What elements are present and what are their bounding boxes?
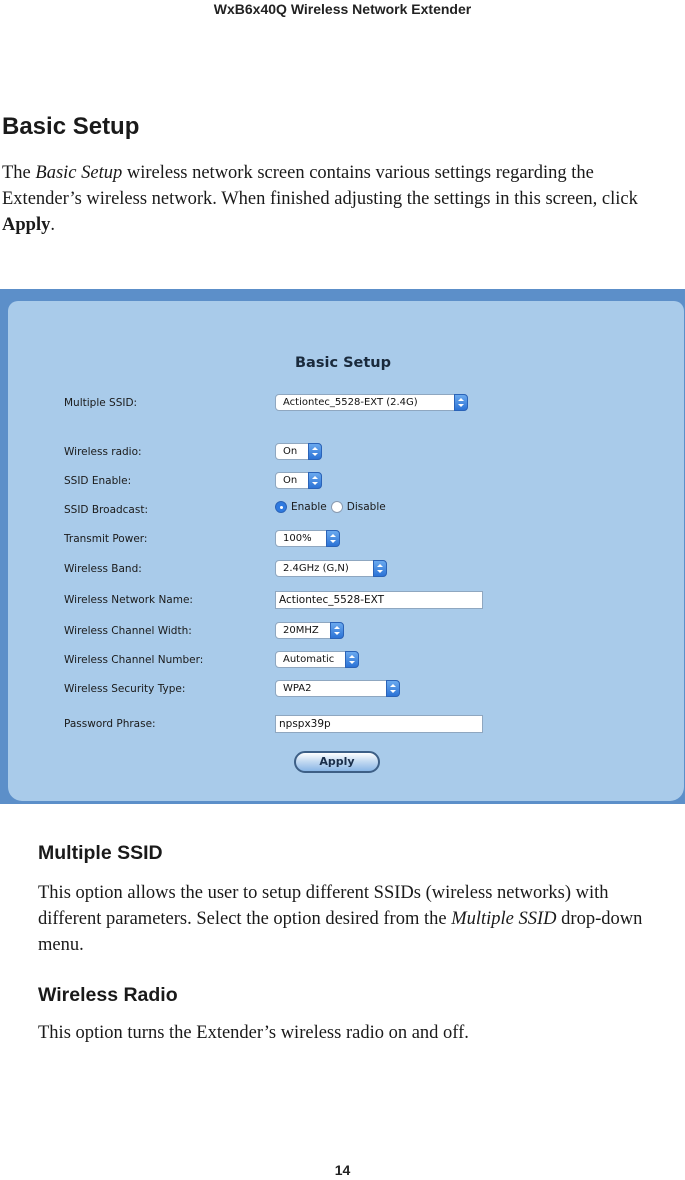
multiple-ssid-heading: Multiple SSID (38, 842, 163, 864)
channel-width-select[interactable]: 20MHZ (275, 622, 344, 639)
intro-text-3: . (50, 215, 55, 235)
ssid-enable-select[interactable]: On (275, 472, 322, 489)
chevron-updown-icon (386, 680, 400, 697)
multiple-ssid-select[interactable]: Actiontec_5528-EXT (2.4G) (275, 394, 468, 411)
section-title: Basic Setup (2, 113, 140, 140)
wireless-radio-paragraph: This option turns the Extender’s wireless radio on and off. (38, 1023, 469, 1043)
intro-italic: Basic Setup (35, 163, 123, 183)
page-number: 14 (334, 1162, 351, 1178)
network-name-input[interactable]: Actiontec_5528-EXT (275, 591, 483, 609)
enable-radio-label: Enable (291, 501, 327, 513)
password-input[interactable]: npspx39p (275, 715, 483, 733)
wireless-band-label: Wireless Band: (64, 563, 142, 575)
chevron-updown-icon (308, 443, 322, 460)
running-header: WxB6x40Q Wireless Network Extender (213, 1, 472, 17)
multiple-ssid-italic: Multiple SSID (451, 909, 557, 929)
transmit-power-label: Transmit Power: (64, 533, 148, 545)
transmit-power-select[interactable]: 100% (275, 530, 340, 547)
ssid-broadcast-radios (275, 501, 390, 513)
chevron-updown-icon (373, 560, 387, 577)
wireless-radio-heading: Wireless Radio (38, 984, 178, 1006)
wireless-radio-select[interactable]: On (275, 443, 322, 460)
intro-bold: Apply (2, 215, 51, 235)
disable-radio-label: Disable (346, 501, 386, 513)
chevron-updown-icon (308, 472, 322, 489)
intro-text-1: The (2, 163, 36, 183)
wireless-band-select[interactable]: 2.4GHz (G,N) (275, 560, 387, 577)
settings-panel (8, 301, 684, 801)
channel-number-select[interactable]: Automatic (275, 651, 359, 668)
ssid-broadcast-label: SSID Broadcast: (64, 504, 148, 516)
intro-text-2: wireless network screen contains various settings regarding the Extender’s wireless network. When finished adjusting the settings in this screen, click (2, 163, 638, 209)
disable-radio[interactable] (331, 501, 343, 513)
multiple-ssid-paragraph (38, 880, 673, 958)
chevron-updown-icon (326, 530, 340, 547)
multiple-ssid-text-1: This option allows the user to setup different SSIDs (wireless networks) with different parameters. Select the option desired from the (38, 883, 609, 929)
network-name-label: Wireless Network Name: (64, 594, 193, 606)
multiple-ssid-text-2: drop-down menu. (38, 909, 643, 955)
panel-title: Basic Setup (295, 355, 391, 371)
wireless-radio-label: Wireless radio: (64, 446, 142, 458)
password-label: Password Phrase: (64, 718, 156, 730)
channel-number-label: Wireless Channel Number: (64, 654, 204, 666)
basic-setup-screenshot (0, 289, 685, 804)
chevron-updown-icon (454, 394, 468, 411)
security-type-select[interactable]: WPA2 (275, 680, 400, 697)
enable-radio[interactable] (275, 501, 287, 513)
apply-button[interactable]: Apply (294, 751, 380, 773)
chevron-updown-icon (345, 651, 359, 668)
ssid-enable-label: SSID Enable: (64, 475, 132, 487)
multiple-ssid-label: Multiple SSID: (64, 397, 138, 409)
chevron-updown-icon (330, 622, 344, 639)
security-type-label: Wireless Security Type: (64, 683, 186, 695)
intro-paragraph (2, 160, 672, 238)
channel-width-label: Wireless Channel Width: (64, 625, 192, 637)
